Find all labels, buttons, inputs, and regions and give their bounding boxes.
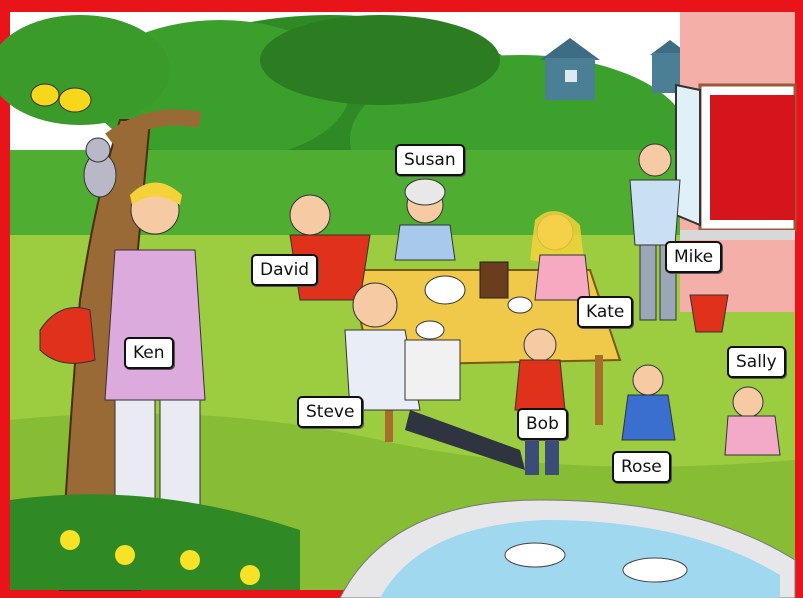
label-susan: Susan [395, 144, 465, 176]
label-ken: Ken [124, 337, 174, 369]
label-bob: Bob [517, 408, 568, 440]
label-steve: Steve [297, 396, 363, 428]
label-mike: Mike [665, 241, 722, 273]
label-rose: Rose [612, 451, 671, 483]
label-david: David [251, 254, 318, 286]
label-sally: Sally [727, 346, 786, 378]
label-kate: Kate [577, 296, 633, 328]
